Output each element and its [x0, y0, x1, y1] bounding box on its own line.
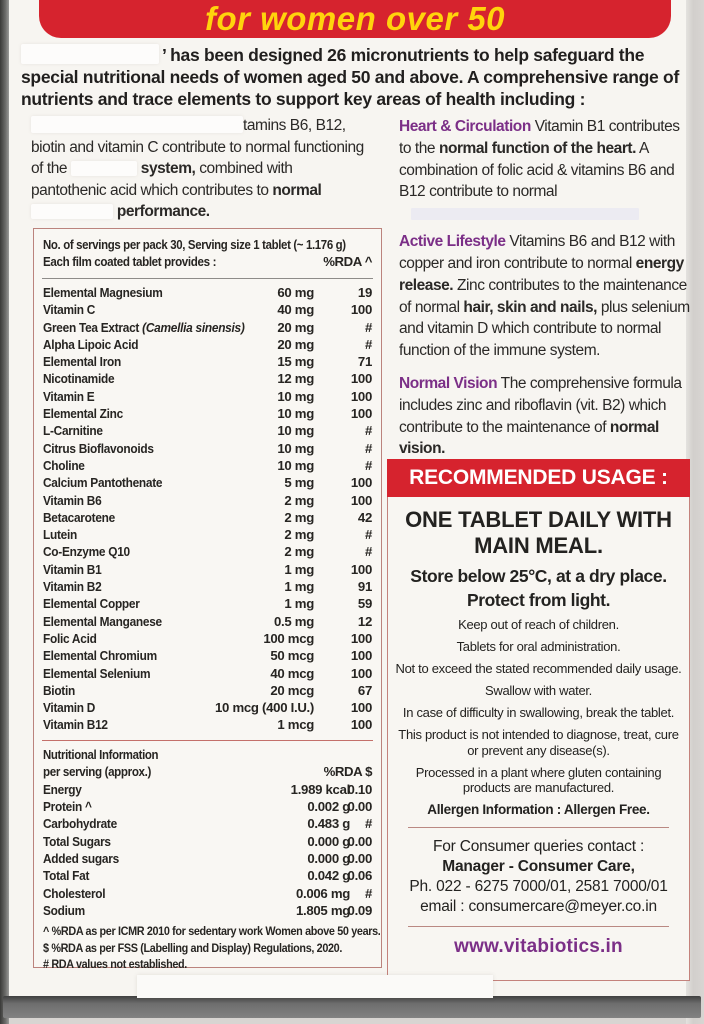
recommended-usage-text: RECOMMENDED USAGE :	[409, 466, 668, 489]
nutrient-name: Vitamin D	[43, 700, 96, 716]
nutrient-rda: 100	[350, 492, 372, 508]
website-divider	[408, 926, 669, 927]
nutrient-name: Calcium Pantothenate	[43, 475, 163, 491]
nutrient-name: Vitamin B12	[43, 717, 108, 733]
supplement-row	[43, 457, 372, 474]
nutrition-rda: #	[364, 816, 372, 832]
servings-text: No. of servings per pack 30, Serving size 1 tablet (~ 1.176 g)	[43, 237, 346, 252]
nutrient-name: Elemental Selenium	[43, 665, 151, 681]
vision-bold-1: normal vision.	[399, 418, 659, 458]
usage-instruction-line: Tablets for oral administration.	[456, 639, 621, 654]
contact-phone: Ph. 022 - 6275 7000/01, 2581 7000/01	[409, 878, 668, 895]
nutrient-rda: 71	[357, 354, 372, 370]
nutrient-amount: 10 mcg (400 I.U.)	[215, 700, 314, 716]
servings-line	[43, 236, 372, 253]
nutrient-rda: #	[364, 336, 372, 352]
nutrition-rda: 0.09	[347, 902, 372, 918]
footnote-text: ^ %RDA as per ICMR 2010 for sedentary work Women above 50 years.	[43, 924, 381, 939]
usage-panel	[387, 497, 690, 981]
nutrition-rda: 0.06	[347, 868, 372, 884]
active-text-3: plus selenium and vitamin D which contribute to normal function of the immune system.	[399, 298, 690, 360]
nutrient-rda: 12	[357, 613, 372, 629]
nutrition-amount: 0.000 g	[307, 850, 350, 866]
nutrient-amount: 20 mg	[277, 319, 314, 335]
header-banner	[39, 0, 671, 38]
usage-instruction-line: Swallow with water.	[484, 683, 592, 698]
footnote-line	[43, 940, 372, 957]
nutrient-name: Co-Enzyme Q10	[43, 544, 130, 560]
energy-text-2: combined with pantothenic acid which contributes to	[31, 160, 293, 199]
contact-intro: For Consumer queries contact :	[432, 838, 645, 855]
usage-headline: ONE TABLET DAILY WITH MAIN MEAL.	[405, 507, 672, 558]
supplement-header-row	[43, 253, 372, 271]
supplement-row	[43, 353, 372, 370]
nutrient-rda: 100	[350, 302, 372, 318]
vision-text-1: The comprehensive formula includes zinc and riboflavin (vit. B2) which contribute to the maintenance of	[399, 374, 682, 436]
intro-paragraph	[21, 44, 703, 110]
energy-text-1: tamins B6, B12, biotin and vitamin C contribute to normal functioning of the	[31, 117, 364, 177]
redacted-region	[31, 204, 113, 219]
supplement-row	[43, 474, 372, 491]
footnote-text: # RDA values not established.	[43, 957, 187, 972]
contact-name: Manager - Consumer Care,	[442, 858, 635, 875]
nutrition-rda: #	[364, 885, 372, 901]
usage-instructions	[394, 617, 683, 796]
nutrient-name: L-Carnitine	[43, 423, 103, 439]
supplement-facts-panel	[33, 228, 382, 972]
nutrient-rda: #	[364, 440, 372, 456]
nutrition-title-line	[43, 746, 372, 763]
nutrition-row	[43, 902, 372, 919]
usage-instruction-line: Processed in a plant where gluten containing products are manufactured.	[415, 764, 662, 795]
nutrient-name: Vitamin E	[43, 388, 95, 404]
vision-heading: Normal Vision	[399, 374, 498, 392]
nutrition-row	[43, 850, 372, 867]
nutrient-rda: #	[364, 544, 372, 560]
header-divider	[42, 278, 373, 279]
nutrient-amount: 0.5 mg	[274, 613, 314, 629]
nutrition-amount: 0.002 g	[307, 799, 350, 815]
supplement-row	[43, 699, 372, 716]
nutrient-amount: 10 mg	[277, 457, 314, 473]
nutrition-row	[43, 815, 372, 832]
section-divider	[42, 740, 373, 741]
nutrient-amount: 15 mg	[277, 354, 314, 370]
nutrient-name: Nicotinamide	[43, 371, 115, 387]
supplement-row	[43, 405, 372, 422]
nutrient-name: Elemental Iron	[43, 354, 122, 370]
nutrition-amount: 0.042 g	[307, 868, 350, 884]
nutrient-name: Elemental Copper	[43, 596, 140, 612]
footnote-text: $ %RDA as per FSS (Labelling and Display) Regulations, 2020.	[43, 940, 342, 955]
nutrition-name: Protein ^	[43, 799, 92, 815]
nutrition-row	[43, 781, 372, 798]
nutrient-rda: #	[364, 457, 372, 473]
nutrient-amount: 12 mg	[277, 371, 314, 387]
nutrient-amount: 1 mg	[284, 596, 314, 612]
nutrient-name: Betacarotene	[43, 509, 115, 525]
nutrient-rda: 100	[350, 717, 372, 733]
nutrient-name: Elemental Magnesium	[43, 285, 163, 300]
supplement-row	[43, 440, 372, 457]
nutrient-rda: 42	[357, 509, 372, 525]
nutrient-amount: 60 mg	[277, 285, 314, 300]
nutrient-rda: 100	[350, 475, 372, 491]
supplement-row	[43, 388, 372, 405]
active-heading: Active Lifestyle	[399, 233, 506, 251]
redacted-region	[137, 975, 493, 998]
nutrition-amount: 1.989 kcal	[290, 781, 350, 797]
heart-paragraph	[399, 116, 694, 220]
supplement-row	[43, 336, 372, 353]
nutrient-rda: 100	[350, 648, 372, 664]
carton-panel	[9, 0, 690, 996]
nutrient-name: Elemental Zinc	[43, 406, 123, 422]
nutrient-name: Alpha Lipoic Acid	[43, 336, 139, 352]
rda-column-header: %RDA ^	[323, 254, 372, 269]
supplement-row	[43, 370, 372, 387]
heart-text-2: A combination of folic acid & vitamins B6 and B12 contribute to normal	[399, 139, 675, 201]
nutrient-amount: 1 mcg	[277, 717, 314, 733]
active-paragraph	[399, 231, 694, 362]
supplement-row	[43, 543, 372, 560]
nutrition-rda: 0.10	[347, 781, 372, 797]
nutrient-amount: 10 mg	[277, 388, 314, 404]
supplement-row	[43, 561, 372, 578]
provides-label: Each film coated tablet provides :	[43, 254, 217, 269]
supplement-row	[43, 595, 372, 612]
nutrition-row	[43, 885, 372, 902]
nutrient-amount: 10 mg	[277, 440, 314, 456]
footnotes	[43, 923, 381, 973]
supplement-row	[43, 284, 372, 301]
supplement-row	[43, 716, 372, 733]
nutrition-rows	[43, 781, 372, 919]
nutrient-rda: 91	[357, 579, 372, 595]
nutrition-name: Energy	[43, 781, 82, 797]
nutrition-row	[43, 833, 372, 850]
active-bold-1: energy release.	[399, 254, 684, 294]
active-bold-2: hair, skin and nails,	[463, 298, 597, 316]
supplement-row	[43, 526, 372, 543]
supplement-row	[43, 492, 372, 509]
carton-bottom-edge	[3, 996, 701, 1018]
usage-instruction-line: Not to exceed the stated recommended daily usage.	[395, 661, 682, 676]
usage-instruction-line: This product is not intended to diagnose, treat, cure or prevent any disease(s).	[398, 727, 679, 758]
footnote-line	[43, 923, 381, 940]
nutrition-name: Total Fat	[43, 868, 90, 884]
nutrient-rda: 59	[357, 596, 372, 612]
nutrient-rda: 19	[357, 285, 372, 300]
nutrient-rda: 100	[350, 665, 372, 681]
nutrient-name: Biotin	[43, 682, 76, 698]
nutrient-name: Green Tea Extract (Camellia sinensis)	[43, 319, 245, 335]
nutrition-row	[43, 798, 372, 815]
footnote-line	[43, 956, 372, 973]
nutrition-name: Total Sugars	[43, 833, 111, 849]
energy-bold-3: performance.	[116, 203, 210, 220]
nutrient-name: Choline	[43, 457, 85, 473]
nutrient-name: Vitamin B6	[43, 492, 102, 508]
nutrient-amount: 2 mg	[284, 527, 314, 543]
supplement-row	[43, 422, 372, 439]
nutrition-amount: 1.805 mg	[295, 902, 350, 918]
nutrient-name: Folic Acid	[43, 630, 97, 646]
usage-instruction-line: In case of difficulty in swallowing, break the tablet.	[402, 705, 675, 720]
redacted-brand-name	[21, 44, 159, 64]
usage-instruction-line: Keep out of reach of children.	[458, 617, 619, 632]
energy-bold-1: system,	[140, 160, 196, 177]
vision-paragraph	[399, 373, 694, 460]
supplement-row	[43, 301, 372, 318]
nutrient-amount: 10 mg	[277, 406, 314, 422]
heart-bold-1: normal function of the heart.	[438, 139, 637, 157]
heart-text-1: Vitamin B1 contributes to the	[399, 118, 680, 157]
nutrient-rda: 100	[350, 700, 372, 716]
nutrient-name: Lutein	[43, 527, 77, 543]
nutrient-amount: 5 mg	[284, 475, 314, 491]
supplement-row	[43, 682, 372, 699]
allergen-line: Allergen Information : Allergen Free.	[427, 802, 650, 817]
nutrient-amount: 50 mcg	[270, 648, 314, 664]
active-text-2: Zinc contributes to the maintenance of normal	[399, 276, 687, 316]
heart-heading: Heart & Circulation	[399, 118, 531, 135]
nutrient-amount: 1 mg	[284, 579, 314, 595]
nutrient-rda: 100	[350, 371, 372, 387]
photo-left-edge	[0, 0, 9, 1024]
supplement-row	[43, 319, 372, 336]
supplement-row	[43, 630, 372, 647]
nutrition-header-row	[43, 763, 372, 781]
supplement-row	[43, 578, 372, 595]
nutrient-rda: 100	[350, 561, 372, 577]
nutrient-amount: 1 mg	[284, 561, 314, 577]
active-text-1: Vitamins B6 and B12 with copper and iron contribute to normal	[399, 233, 675, 272]
nutrition-amount: 0.483 g	[307, 816, 350, 832]
storage-line-1: Store below 25°C, at a dry place.	[410, 566, 667, 586]
nutrient-rda: 100	[350, 406, 372, 422]
nutrient-amount: 2 mg	[284, 509, 314, 525]
nutrition-name: Sodium	[43, 902, 85, 918]
nutrient-amount: 10 mg	[277, 423, 314, 439]
nutrient-name: Citrus Bioflavonoids	[43, 440, 154, 456]
nutrient-rda: 67	[357, 682, 372, 698]
nutrient-amount: 100 mcg	[263, 630, 314, 646]
nutrient-name: Elemental Manganese	[43, 613, 162, 629]
nutrition-amount: 0.000 g	[307, 833, 350, 849]
nutrient-amount: 20 mg	[277, 336, 314, 352]
redacted-region	[31, 116, 243, 133]
supplement-rows	[43, 284, 372, 734]
nutrient-amount: 2 mg	[284, 544, 314, 560]
nutrition-title: Nutritional Information	[43, 746, 159, 762]
supplement-row	[43, 613, 372, 630]
redacted-region	[71, 161, 137, 176]
nutrient-rda: #	[364, 423, 372, 439]
contact-email: email : consumercare@meyer.co.in	[420, 898, 657, 915]
nutrient-rda: #	[364, 319, 372, 335]
energy-paragraph	[31, 115, 371, 223]
nutrient-rda: 100	[350, 388, 372, 404]
website-url: www.vitabiotics.in	[454, 936, 623, 957]
nutrition-rda-header: %RDA $	[323, 763, 372, 779]
nutrient-amount: 40 mcg	[270, 665, 314, 681]
supplement-row	[43, 665, 372, 682]
nutrient-amount: 2 mg	[284, 492, 314, 508]
nutrition-name: Added sugars	[43, 850, 119, 866]
nutrition-subtitle: per serving (approx.)	[43, 763, 152, 779]
nutrition-amount: 0.006 mg	[295, 885, 350, 901]
nutrient-name: Vitamin C	[43, 302, 96, 318]
nutrient-name: Elemental Chromium	[43, 648, 157, 664]
nutrition-rda: 0.00	[347, 833, 372, 849]
nutrient-rda: 100	[350, 630, 372, 646]
header-banner-text: for women over 50	[204, 0, 506, 37]
nutrient-amount: 40 mg	[277, 302, 314, 318]
nutrition-rda: 0.00	[347, 799, 372, 815]
nutrition-rda: 0.00	[347, 850, 372, 866]
supplement-row	[43, 509, 372, 526]
redacted-region	[411, 208, 639, 220]
nutrient-rda: #	[364, 527, 372, 543]
nutrition-name: Carbohydrate	[43, 816, 117, 832]
nutrient-name: Vitamin B2	[43, 579, 102, 595]
nutrition-name: Cholesterol	[43, 885, 106, 901]
energy-bold-2: normal	[272, 181, 322, 199]
recommended-usage-banner	[387, 459, 690, 497]
storage-line-2: Protect from light.	[466, 590, 611, 610]
contact-divider	[408, 827, 669, 828]
intro-text: ’ has been designed 26 micronutrients to help safeguard the special nutritional needs of women aged 50 and above. A comprehensive range of nutrients and trace elements to support key areas of health including :	[21, 45, 679, 109]
benefits-column	[399, 116, 694, 471]
supplement-row	[43, 647, 372, 664]
nutrition-row	[43, 867, 372, 884]
nutrient-amount: 20 mcg	[270, 682, 314, 698]
nutrient-name: Vitamin B1	[43, 561, 102, 577]
